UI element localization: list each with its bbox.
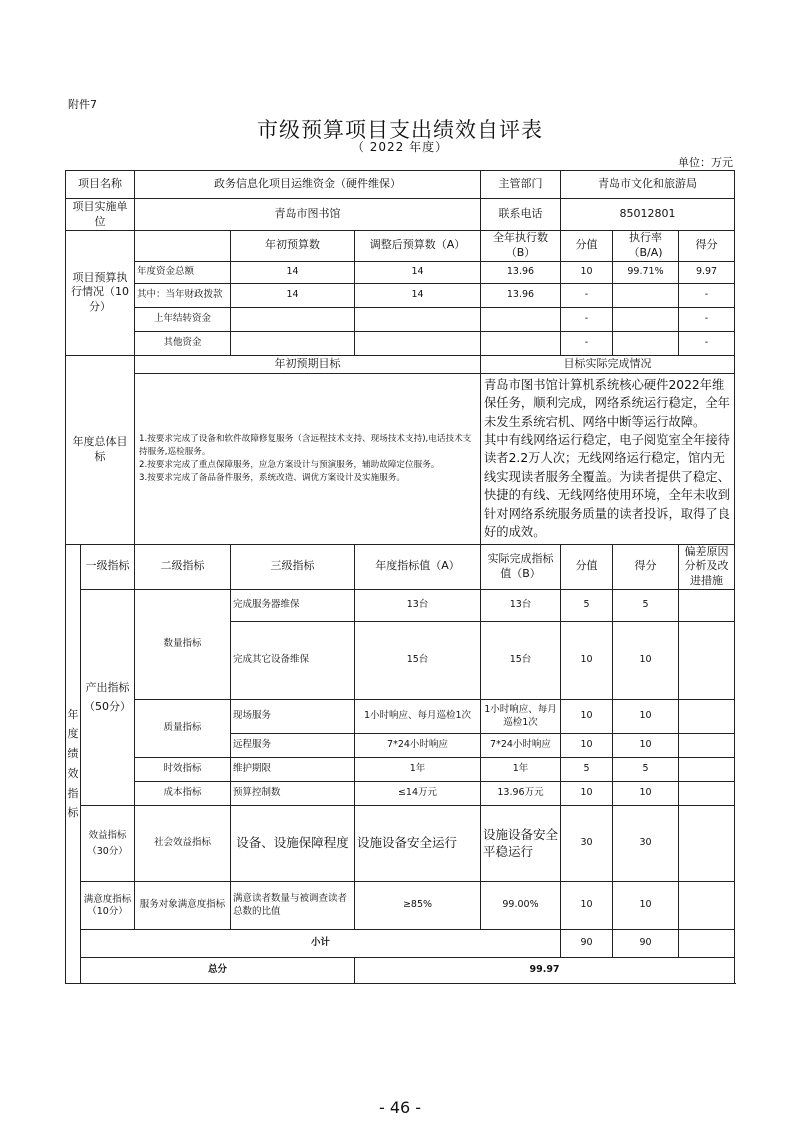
budget-header-initial: 年初预算数 [231,231,355,262]
indicator-name: 预算控制数 [231,782,355,806]
planned-goal-text: 1.按要求完成了设备和软件故障修复服务（含远程技术支持、现场技术支持),电话技术支持服务,巡检服务。 2.按要求完成了重点保障服务，应急方案设计与预演服务，辅助故障定位服务。 3.按要求完成了备品备件服务，系统改造、调优方案设计及实施服务。 [135,373,481,544]
budget-header-score: 得分 [679,231,735,262]
budget-row [66,307,735,331]
indicator-deviation [679,734,735,758]
quality-indicator-label: 质量指标 [135,700,231,758]
page-title: 市级预算项目支出绩效自评表 [257,118,543,142]
budget-row [66,283,735,307]
indicator-header-value: 分值 [561,544,613,590]
social-benefit-indicator-label: 社会效益指标 [135,806,231,882]
service-satisfaction-label: 服务对象满意度指标 [135,882,231,930]
budget-score-value: 10 [561,261,613,283]
indicator-value: 10 [561,700,613,734]
indicator-header-level3: 三级指标 [231,544,355,590]
budget-executed: 13.96 [481,283,561,307]
evaluation-table [65,170,735,984]
cost-indicator-label: 成本指标 [135,782,231,806]
budget-adjusted: 14 [355,283,481,307]
budget-rate [613,283,679,307]
budget-score-value: - [561,283,613,307]
total-row [66,958,735,984]
indicator-row [66,590,735,622]
unit-label: 单位：万元 [678,156,733,169]
budget-adjusted: 14 [355,261,481,283]
indicator-deviation [679,622,735,700]
budget-row [66,261,735,283]
indicator-value: 10 [561,882,613,930]
budget-header-rate: 执行率（B/A) [613,231,679,262]
indicator-row [66,882,735,930]
indicator-header-score: 得分 [613,544,679,590]
indicator-score: 5 [613,758,679,782]
subtotal-deviation [679,930,735,958]
indicator-header-target: 年度指标值（A） [355,544,481,590]
indicator-actual: 13台 [481,590,561,622]
total-label: 总分 [81,958,355,984]
output-indicator-label: 产出指标（50分） [81,590,135,806]
actual-goal-header: 目标实际完成情况 [481,355,735,373]
indicator-row [66,758,735,782]
indicator-score: 10 [613,622,679,700]
performance-side-label: 年度绩效指标 [66,544,81,984]
indicator-value: 10 [561,734,613,758]
budget-score: 9.97 [679,261,735,283]
budget-header-executed: 全年执行数（B） [481,231,561,262]
indicator-deviation [679,700,735,734]
indicator-actual: 1小时响应、每月巡检1次 [481,700,561,734]
budget-initial: 14 [231,283,355,307]
indicator-name: 完成其它设备维保 [231,622,355,700]
indicator-value: 10 [561,782,613,806]
phone-label: 联系电话 [481,199,561,231]
budget-rate: 99.71% [613,261,679,283]
budget-score: - [679,307,735,331]
budget-score-value: - [561,331,613,355]
indicator-header-level2: 二级指标 [135,544,231,590]
indicator-score: 10 [613,782,679,806]
budget-executed [481,307,561,331]
page-number: - 46 - [378,1098,422,1117]
indicator-value: 5 [561,590,613,622]
budget-rate [613,307,679,331]
indicator-deviation [679,758,735,782]
indicator-row [66,700,735,734]
indicator-target: 13台 [355,590,481,622]
budget-row [66,331,735,355]
indicator-actual: 99.00% [481,882,561,930]
indicator-name: 远程服务 [231,734,355,758]
budget-executed: 13.96 [481,261,561,283]
budget-initial [231,307,355,331]
goals-section-label: 年度总体目标 [66,355,135,544]
indicator-deviation [679,806,735,882]
budget-initial [231,331,355,355]
budget-adjusted [355,307,481,331]
indicator-row [66,782,735,806]
indicator-name: 维护期限 [231,758,355,782]
indicator-target: ≤14万元 [355,782,481,806]
benefit-indicator-label: 效益指标（30分） [81,806,135,882]
project-name-value: 政务信息化项目运维资金（硬件维保） [135,171,481,199]
dept-value: 青岛市文化和旅游局 [561,171,735,199]
subtotal-row [66,930,735,958]
budget-score: - [679,331,735,355]
indicator-deviation [679,882,735,930]
planned-goal-header: 年初预期目标 [135,355,481,373]
indicator-actual: 7*24小时响应 [481,734,561,758]
indicator-score: 10 [613,882,679,930]
phone-value: 85012801 [561,199,735,231]
indicator-deviation [679,782,735,806]
budget-row-label: 上年结转资金 [135,307,231,331]
indicator-target: 1小时响应、每月巡检1次 [355,700,481,734]
satisfaction-indicator-label: 满意度指标（10分） [81,882,135,930]
budget-header-adjusted: 调整后预算数（A） [355,231,481,262]
indicator-value: 5 [561,758,613,782]
budget-adjusted [355,331,481,355]
indicator-target: 1年 [355,758,481,782]
impl-unit-value: 青岛市图书馆 [135,199,481,231]
indicator-header-actual: 实际完成指标值（B） [481,544,561,590]
indicator-name: 设备、设施保障程度 [231,806,355,882]
budget-header-value: 分值 [561,231,613,262]
total-value: 99.97 [355,958,735,984]
indicator-name: 满意读者数量与被调查读者总数的比值 [231,882,355,930]
indicator-actual: 设施设备安全平稳运行 [481,806,561,882]
indicator-score: 10 [613,700,679,734]
indicator-target: 7*24小时响应 [355,734,481,758]
budget-section-label: 项目预算执行情况（10分） [66,231,135,356]
subtotal-value: 90 [561,930,613,958]
indicator-score: 5 [613,590,679,622]
year-subtitle: （ 2022 年度） [351,140,449,154]
indicator-score: 30 [613,806,679,882]
budget-executed [481,331,561,355]
project-name-label: 项目名称 [66,171,135,199]
indicator-header-level1: 一级指标 [81,544,135,590]
subtotal-score: 90 [613,930,679,958]
budget-initial: 14 [231,261,355,283]
indicator-name: 完成服务器维保 [231,590,355,622]
indicator-score: 10 [613,734,679,758]
quantity-indicator-label: 数量指标 [135,590,231,700]
budget-rate [613,331,679,355]
indicator-actual: 15台 [481,622,561,700]
budget-row-label: 其中：当年财政拨款 [135,283,231,307]
indicator-actual: 1年 [481,758,561,782]
actual-goal-text: 青岛市图书馆计算机系统核心硬件2022年维保任务，顺利完成，网络系统运行稳定，全年未发生系统宕机、网络中断等运行故障。 其中有线网络运行稳定，电子阅览室全年接待读者2.2万人次；无线网络运行稳定，馆内无线实现读者服务全覆盖。为读者提供了稳定、快捷的有线、无线网络使用环境，全年未收到针对网络系统服务质量的读者投诉，取得了良好的成效。 [481,373,735,544]
budget-score-value: - [561,307,613,331]
indicator-deviation [679,590,735,622]
indicator-value: 10 [561,622,613,700]
indicator-value: 30 [561,806,613,882]
budget-row-label: 其他资金 [135,331,231,355]
subtotal-label: 小计 [81,930,561,958]
indicator-target: 设施设备安全运行 [355,806,481,882]
timeliness-indicator-label: 时效指标 [135,758,231,782]
indicator-header-deviation: 偏差原因分析及改进措施 [679,544,735,590]
indicator-target: ≥85% [355,882,481,930]
budget-score: - [679,283,735,307]
indicator-row [66,806,735,882]
budget-row-label: 年度资金总额 [135,261,231,283]
attachment-label: 附件7 [68,98,97,111]
indicator-actual: 13.96万元 [481,782,561,806]
impl-unit-label: 项目实施单位 [66,199,135,231]
indicator-target: 15台 [355,622,481,700]
dept-label: 主管部门 [481,171,561,199]
indicator-name: 现场服务 [231,700,355,734]
